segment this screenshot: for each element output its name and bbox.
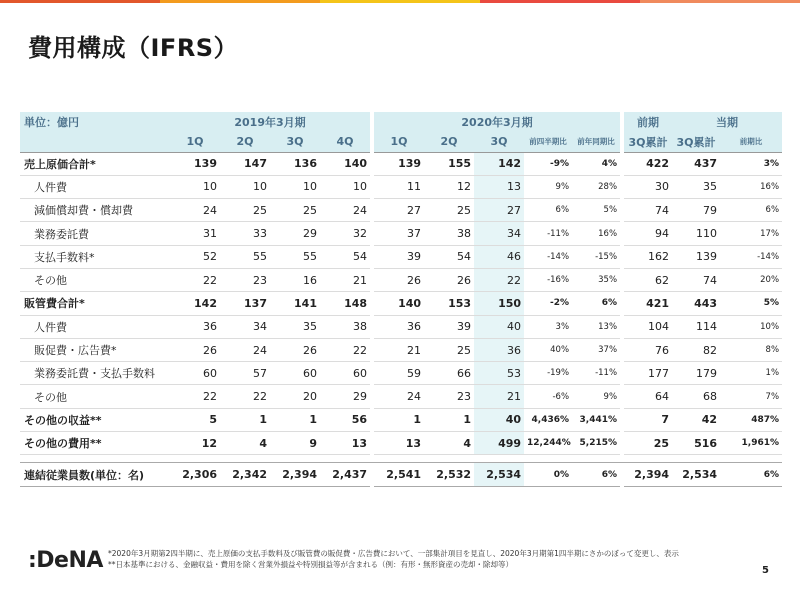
table-cell: 7% <box>720 385 782 408</box>
table-cell: 25 <box>424 199 474 222</box>
table-cell: 26 <box>424 268 474 291</box>
stripe-segment <box>640 0 800 3</box>
table-cell: 68 <box>672 385 720 408</box>
table-cell: 24 <box>374 385 424 408</box>
row-label: その他 <box>20 268 170 291</box>
table-cell: 6% <box>572 292 620 315</box>
table-cell: 13% <box>572 315 620 338</box>
table-cell: -9% <box>524 152 572 175</box>
table-cell: 142 <box>474 152 524 175</box>
table-cell: 26 <box>170 338 220 361</box>
table-cell: 153 <box>424 292 474 315</box>
table-cell: 5,215% <box>572 432 620 455</box>
table-cell: 32 <box>320 222 370 245</box>
table-cell: 2,534 <box>474 463 524 486</box>
table-cell: 4 <box>220 432 270 455</box>
table-cell: 38 <box>424 222 474 245</box>
table-cell: 499 <box>474 432 524 455</box>
table-cell: 21 <box>474 385 524 408</box>
table-cell: 39 <box>374 245 424 268</box>
col-ratio: 前期比 <box>720 132 782 152</box>
table-cell: 1 <box>424 408 474 431</box>
table-cell: 25 <box>624 432 672 455</box>
row-label: 販管費合計* <box>20 292 170 315</box>
table-cell: -16% <box>524 268 572 291</box>
table-cell: 6% <box>572 463 620 486</box>
table-cell: 1 <box>220 408 270 431</box>
stripe-segment <box>160 0 320 3</box>
table-cell: 155 <box>424 152 474 175</box>
table-cell: 28% <box>572 175 620 198</box>
table-cell: 37 <box>374 222 424 245</box>
table-row <box>20 338 782 361</box>
table-cell: 139 <box>672 245 720 268</box>
table-cell: 22 <box>170 268 220 291</box>
table-cell: 2,534 <box>672 463 720 486</box>
table-row <box>20 199 782 222</box>
table-cell: 24 <box>320 199 370 222</box>
row-label: 売上原価合計* <box>20 152 170 175</box>
table-cell: 6% <box>720 463 782 486</box>
table-cell: 40 <box>474 315 524 338</box>
table-row <box>20 408 782 431</box>
table-cell: 21 <box>374 338 424 361</box>
table-row <box>20 385 782 408</box>
table-cell: 55 <box>220 245 270 268</box>
table-cell: 22 <box>220 385 270 408</box>
fy2020-header: 2020年3月期 <box>374 112 620 132</box>
col-curr-cumulative: 3Q累計 <box>672 132 720 152</box>
table-cell: 8% <box>720 338 782 361</box>
col-2019-4q: 4Q <box>320 132 370 152</box>
table-cell: 34 <box>220 315 270 338</box>
table-cell: 487% <box>720 408 782 431</box>
table-cell: 24 <box>170 199 220 222</box>
table-cell: 141 <box>270 292 320 315</box>
table-cell: 76 <box>624 338 672 361</box>
table-cell: 30 <box>624 175 672 198</box>
table-cell: 16 <box>270 268 320 291</box>
table-cell: 142 <box>170 292 220 315</box>
unit-label: 単位：億円 <box>20 112 170 132</box>
table-cell: 10 <box>170 175 220 198</box>
table-cell: 52 <box>170 245 220 268</box>
header-row-period <box>20 112 782 132</box>
table-cell: 12,244% <box>524 432 572 455</box>
row-label: 人件費 <box>20 315 170 338</box>
table-cell: 57 <box>220 362 270 385</box>
table-cell: 60 <box>320 362 370 385</box>
table-cell: 74 <box>624 199 672 222</box>
table-cell: 4,436% <box>524 408 572 431</box>
table-cell: 34 <box>474 222 524 245</box>
table-cell: 25 <box>270 199 320 222</box>
table-cell: 137 <box>220 292 270 315</box>
table-cell: 13 <box>374 432 424 455</box>
dena-logo: :DeNA <box>28 548 103 573</box>
table-cell: 516 <box>672 432 720 455</box>
table-cell: 437 <box>672 152 720 175</box>
table-row <box>20 362 782 385</box>
row-label: その他の収益** <box>20 408 170 431</box>
table-cell: 9% <box>572 385 620 408</box>
table-cell: 12 <box>424 175 474 198</box>
table-cell: 110 <box>672 222 720 245</box>
col-2019-3q: 3Q <box>270 132 320 152</box>
table-cell: 40 <box>474 408 524 431</box>
table-cell: -6% <box>524 385 572 408</box>
table-cell: 35 <box>270 315 320 338</box>
table-cell: 0% <box>524 463 572 486</box>
table-cell: 2,532 <box>424 463 474 486</box>
table-cell: 25 <box>424 338 474 361</box>
table-cell: 62 <box>624 268 672 291</box>
fy2019-header: 2019年3月期 <box>170 112 370 132</box>
table-cell: 12 <box>170 432 220 455</box>
table-cell: 27 <box>474 199 524 222</box>
table-cell: 148 <box>320 292 370 315</box>
table-cell: -11% <box>524 222 572 245</box>
table-cell: 2,394 <box>270 463 320 486</box>
table-cell: 2,342 <box>220 463 270 486</box>
table-cell: 421 <box>624 292 672 315</box>
table-cell: 2,306 <box>170 463 220 486</box>
table-cell: 139 <box>374 152 424 175</box>
table-cell: -15% <box>572 245 620 268</box>
table-cell: 114 <box>672 315 720 338</box>
table-cell: 2,394 <box>624 463 672 486</box>
table-cell: 26 <box>270 338 320 361</box>
footnote-2: **日本基準における、金融収益・費用を除く営業外損益や特別損益等が含まれる（例：有形・無形資産の売却・除却等） <box>108 560 513 569</box>
table-cell: 10% <box>720 315 782 338</box>
curr-period-header: 当期 <box>672 112 782 132</box>
table-cell: 66 <box>424 362 474 385</box>
table-row <box>20 152 782 175</box>
table-cell: 2,437 <box>320 463 370 486</box>
table-cell: 5 <box>170 408 220 431</box>
table-row <box>20 268 782 291</box>
table-cell: 3% <box>524 315 572 338</box>
top-color-stripe <box>0 0 800 3</box>
table-row <box>20 245 782 268</box>
table-cell: 139 <box>170 152 220 175</box>
table-cell: 4% <box>572 152 620 175</box>
table-cell: 64 <box>624 385 672 408</box>
table-cell: 3% <box>720 152 782 175</box>
table-row <box>20 222 782 245</box>
table-cell: 94 <box>624 222 672 245</box>
col-2020-1q: 1Q <box>374 132 424 152</box>
table-cell: 24 <box>220 338 270 361</box>
table-body <box>20 152 782 486</box>
col-2020-2q: 2Q <box>424 132 474 152</box>
table-cell: 11 <box>374 175 424 198</box>
table-cell: 3,441% <box>572 408 620 431</box>
table-cell: -11% <box>572 362 620 385</box>
table-cell: 56 <box>320 408 370 431</box>
table-cell: 39 <box>424 315 474 338</box>
table-cell: 31 <box>170 222 220 245</box>
table-cell: 29 <box>320 385 370 408</box>
table-cell: 140 <box>320 152 370 175</box>
row-label: 人件費 <box>20 175 170 198</box>
table-cell: 54 <box>424 245 474 268</box>
table-cell: -14% <box>720 245 782 268</box>
table-cell: 36 <box>374 315 424 338</box>
row-label: 支払手数料* <box>20 245 170 268</box>
cost-structure-table <box>20 112 782 487</box>
table-cell: 20 <box>270 385 320 408</box>
table-cell: 22 <box>320 338 370 361</box>
table-cell: 179 <box>672 362 720 385</box>
prev-period-header: 前期 <box>624 112 672 132</box>
table-cell: 59 <box>374 362 424 385</box>
table-cell: 10 <box>320 175 370 198</box>
row-label: 業務委託費・支払手数料 <box>20 362 170 385</box>
col-qoq: 前四半期比 <box>524 132 572 152</box>
table-cell: 16% <box>720 175 782 198</box>
table-cell: 53 <box>474 362 524 385</box>
table-cell: 422 <box>624 152 672 175</box>
col-2020-3q: 3Q <box>474 132 524 152</box>
table-cell: 162 <box>624 245 672 268</box>
table-cell: 13 <box>474 175 524 198</box>
table-cell: -2% <box>524 292 572 315</box>
table-cell: 38 <box>320 315 370 338</box>
table-cell: 1% <box>720 362 782 385</box>
table-cell: 6% <box>524 199 572 222</box>
stripe-segment <box>0 0 160 3</box>
table-cell: 54 <box>320 245 370 268</box>
row-label: 減価償却費・償却費 <box>20 199 170 222</box>
table-cell: 16% <box>572 222 620 245</box>
table-cell: 26 <box>374 268 424 291</box>
table-cell: 7 <box>624 408 672 431</box>
table-cell: 74 <box>672 268 720 291</box>
footnotes <box>108 548 748 570</box>
table-cell: 60 <box>270 362 320 385</box>
table-cell: 104 <box>624 315 672 338</box>
col-2019-2q: 2Q <box>220 132 270 152</box>
table-cell: 36 <box>474 338 524 361</box>
table-cell: 29 <box>270 222 320 245</box>
table-row <box>20 292 782 315</box>
table-cell: 60 <box>170 362 220 385</box>
table-cell: 10 <box>270 175 320 198</box>
row-label: 販促費・広告費* <box>20 338 170 361</box>
table-cell: 17% <box>720 222 782 245</box>
table-cell: 42 <box>672 408 720 431</box>
row-label: その他の費用** <box>20 432 170 455</box>
table-row <box>20 175 782 198</box>
col-prev-cumulative: 3Q累計 <box>624 132 672 152</box>
table-cell: 2,541 <box>374 463 424 486</box>
table-cell: 6% <box>720 199 782 222</box>
col-yoy: 前年同期比 <box>572 132 620 152</box>
table-row <box>20 463 782 486</box>
row-label: 業務委託費 <box>20 222 170 245</box>
table-cell: 13 <box>320 432 370 455</box>
table-cell: 1,961% <box>720 432 782 455</box>
table-cell: 1 <box>270 408 320 431</box>
page-title: 費用構成（IFRS） <box>28 34 239 62</box>
table-cell: 136 <box>270 152 320 175</box>
table-cell: 20% <box>720 268 782 291</box>
table-cell: 33 <box>220 222 270 245</box>
table-cell: 23 <box>424 385 474 408</box>
table-cell: 5% <box>720 292 782 315</box>
table-cell: 150 <box>474 292 524 315</box>
table-cell: 37% <box>572 338 620 361</box>
row-label: その他 <box>20 385 170 408</box>
table-cell: 82 <box>672 338 720 361</box>
table-cell: 55 <box>270 245 320 268</box>
table-cell: 9 <box>270 432 320 455</box>
table-cell: 9% <box>524 175 572 198</box>
table-cell: 1 <box>374 408 424 431</box>
table-row <box>20 432 782 455</box>
stripe-segment <box>480 0 640 3</box>
table-cell: 21 <box>320 268 370 291</box>
table-cell: 25 <box>220 199 270 222</box>
row-label: 連結従業員数(単位：名) <box>20 463 170 486</box>
table-cell: 79 <box>672 199 720 222</box>
header-row-quarter <box>20 132 782 152</box>
table-cell: 22 <box>170 385 220 408</box>
table-cell: 27 <box>374 199 424 222</box>
table-cell: 35 <box>672 175 720 198</box>
table-cell: 35% <box>572 268 620 291</box>
table-row <box>20 315 782 338</box>
table-cell: 22 <box>474 268 524 291</box>
table-cell: -14% <box>524 245 572 268</box>
table-cell: 46 <box>474 245 524 268</box>
table-cell: 147 <box>220 152 270 175</box>
table-cell: -19% <box>524 362 572 385</box>
table-cell: 23 <box>220 268 270 291</box>
stripe-segment <box>320 0 480 3</box>
table-cell: 36 <box>170 315 220 338</box>
page-number: 5 <box>762 565 769 576</box>
col-2019-1q: 1Q <box>170 132 220 152</box>
footnote-1: *2020年3月期第2四半期に、売上原価の支払手数料及び販管費の販促費・広告費において、一部集計項目を見直し、2020年3月期第1四半期にさかのぼって変更し、表示 <box>108 549 679 558</box>
table-cell: 4 <box>424 432 474 455</box>
table-cell: 140 <box>374 292 424 315</box>
table-cell: 177 <box>624 362 672 385</box>
table-cell: 10 <box>220 175 270 198</box>
table-cell: 40% <box>524 338 572 361</box>
table-cell: 443 <box>672 292 720 315</box>
table-cell: 5% <box>572 199 620 222</box>
